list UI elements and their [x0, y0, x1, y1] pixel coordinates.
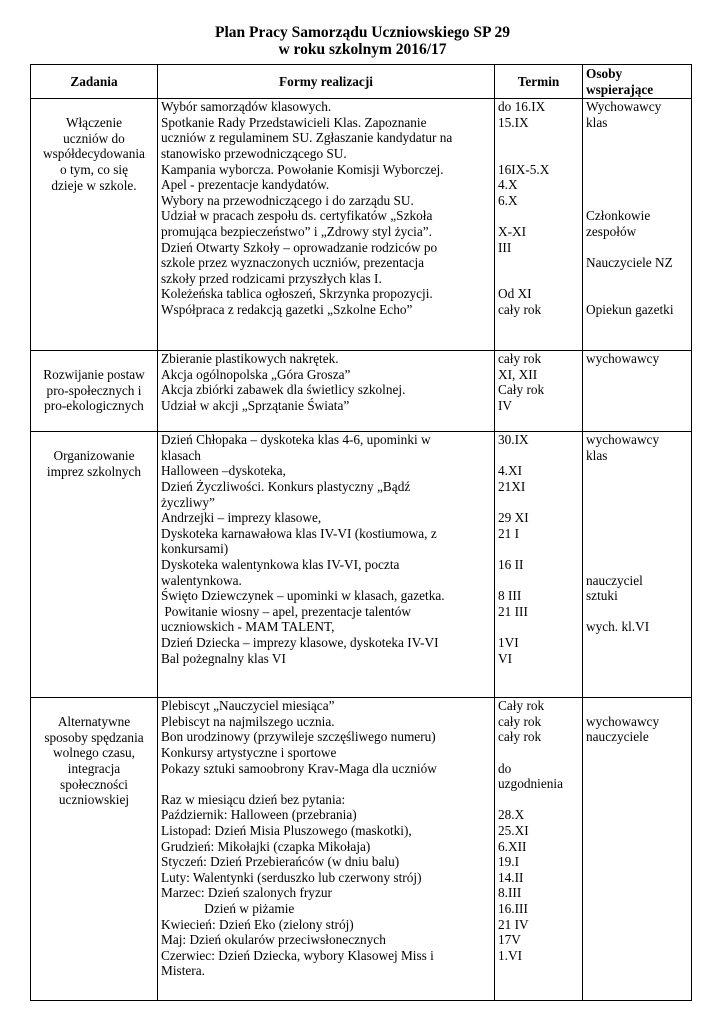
termin-line [498, 208, 579, 224]
osoby-line: wych. kl.VI [586, 619, 650, 635]
termin-line: 19.I [498, 854, 520, 870]
termin-line: do 16.IX [498, 99, 546, 115]
zadania-line: pro-społecznych i [46, 382, 142, 398]
formy-line: Święto Dziewczynek – upominki w klasach, gazetka. [161, 588, 445, 604]
formy-line: Andrzejki – imprezy klasowe, [161, 510, 322, 526]
osoby-line [586, 479, 688, 495]
header-termin: Termin [495, 65, 583, 99]
osoby-line: Nauczyciele NZ [586, 255, 673, 271]
termin-line: 17V [498, 932, 521, 948]
cell-zadania [31, 351, 158, 432]
cell-zadania [31, 99, 158, 351]
termin-line [498, 146, 579, 162]
termin-line: X-XI [498, 223, 527, 239]
termin-line: 14.II [498, 869, 524, 885]
termin-line [498, 255, 579, 271]
osoby-line [586, 162, 688, 178]
formy-line: Luty: Walentynki (serduszko lub czerwony strój) [161, 869, 422, 885]
termin-line [498, 271, 579, 287]
termin-line: 4.X [498, 177, 518, 193]
termin-line: Od XI [498, 286, 532, 302]
zadania-line: integracja [67, 760, 121, 776]
osoby-line [586, 510, 688, 526]
zadania-line: Rozwijanie postaw [43, 367, 145, 383]
osoby-line [586, 271, 688, 287]
formy-line: Plebiscyt na najmilszego ucznia. [161, 713, 335, 729]
formy-line: życzliwy” [161, 494, 215, 510]
zadania-line: uczniowskiej [58, 792, 130, 808]
formy-line: Zbieranie plastikowych nakrętek. [161, 351, 339, 367]
termin-line: cały rok [498, 713, 542, 729]
formy-line: Raz w miesiącu dzień bez pytania: [161, 791, 346, 807]
header-row [31, 65, 692, 99]
formy-line: Dzień w piżamie [161, 900, 295, 916]
termin-line [498, 448, 579, 464]
formy-line: Udział w pracach zespołu ds. certyfikatów „Szkoła [161, 208, 433, 224]
zadania-line: społeczności [60, 776, 128, 792]
termin-line [498, 495, 579, 511]
termin-line: 25.XI [498, 822, 529, 838]
osoby-line [586, 541, 688, 557]
osoby-line [586, 146, 688, 162]
zadania-line: wolnego czasu, [53, 745, 135, 761]
termin-line: cały rok [498, 729, 542, 745]
osoby-line [586, 526, 688, 542]
cell-termin [495, 698, 583, 1001]
formy-line: Udział w akcji „Sprzątanie Świata” [161, 397, 350, 413]
formy-line: walentynkowa. [161, 572, 242, 588]
termin-line: 28.X [498, 807, 525, 823]
osoby-line [586, 177, 688, 193]
termin-line: 8 III [498, 588, 522, 604]
zadania-line: imprez szkolnych [46, 463, 142, 479]
termin-line: cały rok [498, 351, 542, 367]
cell-osoby [583, 432, 692, 698]
formy-line: Akcja zbiórki zabawek dla świetlicy szkolnej. [161, 382, 406, 398]
termin-line: III [498, 239, 512, 255]
cell-formy [158, 99, 495, 351]
zadania-line: o tym, co się [60, 161, 128, 177]
formy-line: szkoły przed rodzicami przyszłych klas I. [161, 270, 382, 286]
zadania-line: dzieje w szkole. [51, 177, 137, 193]
osoby-line: klas [586, 114, 608, 130]
osoby-line [586, 698, 688, 714]
termin-line: XI, XII [498, 366, 538, 382]
formy-line: Powitanie wiosny – apel, prezentacje talentów [161, 603, 411, 619]
cell-zadania [31, 698, 158, 1001]
title-line-1: Plan Pracy Samorządu Uczniowskiego SP 29 [215, 24, 510, 41]
termin-line: 21XI [498, 478, 526, 494]
header-osoby-line-2: wspierające [586, 81, 654, 97]
osoby-line: wychowawcy [586, 351, 660, 367]
formy-line: Maj: Dzień okularów przeciwsłonecznych [161, 932, 386, 948]
formy-line: Grudzień: Mikołajki (czapka Mikołaja) [161, 838, 371, 854]
termin-line: 21 IV [498, 916, 529, 932]
termin-line: 16IX-5.X [498, 161, 550, 177]
zadania-line: Alternatywne [57, 714, 131, 730]
osoby-line: nauczyciele [586, 729, 649, 745]
formy-line: uczniów z regulaminem SU. Zgłaszanie kandydatur na [161, 130, 453, 146]
termin-line: IV [498, 397, 513, 413]
formy-line: Apel - prezentacje kandydatów. [161, 177, 330, 193]
termin-line: cały rok [498, 301, 542, 317]
osoby-line [586, 463, 688, 479]
cell-formy [158, 351, 495, 432]
termin-line [498, 619, 579, 635]
formy-line: Październik: Halloween (przebrania) [161, 807, 357, 823]
cell-formy [158, 698, 495, 1001]
osoby-line [586, 240, 688, 256]
termin-line [498, 573, 579, 589]
osoby-line: klas [586, 447, 608, 463]
formy-line: Akcja ogólnopolska „Góra Grosza” [161, 366, 351, 382]
formy-line: Plebiscyt „Nauczyciel miesiąca” [161, 698, 335, 714]
termin-line: 21 I [498, 525, 520, 541]
osoby-line: wychowawcy [586, 713, 660, 729]
formy-line [161, 776, 491, 792]
cell-termin [495, 99, 583, 351]
header-zadania: Zadania [31, 65, 158, 99]
termin-line [498, 130, 579, 146]
termin-line: VI [498, 650, 513, 666]
osoby-line [586, 604, 688, 620]
formy-line: Spotkanie Rady Przedstawicieli Klas. Zapoznanie [161, 114, 427, 130]
cell-osoby [583, 351, 692, 432]
termin-line: 6.X [498, 192, 518, 208]
termin-line: Cały rok [498, 382, 545, 398]
formy-line: szkole przez wyznaczonych uczniów, prezentacja [161, 255, 425, 271]
formy-line: konkursami) [161, 541, 229, 557]
termin-line: 15.IX [498, 114, 529, 130]
formy-line: Wybór samorządów klasowych. [161, 99, 332, 115]
formy-line: Dyskoteka karnawałowa klas IV-VI (kostiumowa, z [161, 525, 437, 541]
termin-line: uzgodnienia [498, 776, 563, 792]
formy-line: Dyskoteka walentynkowa klas IV-VI, poczta [161, 556, 400, 572]
zadania-line: sposoby spędzania [44, 729, 144, 745]
termin-line: 8.III [498, 885, 522, 901]
formy-line: Dzień Chłopaka – dyskoteka klas 4-6, upominki w [161, 432, 431, 448]
document-title [0, 24, 725, 58]
formy-line: Bon urodzinowy (przywileje szczęśliwego numeru) [161, 729, 436, 745]
termin-line: Cały rok [498, 698, 545, 714]
formy-line: Mistera. [161, 963, 205, 979]
cell-osoby [583, 99, 692, 351]
osoby-line [586, 557, 688, 573]
formy-line: Kampania wyborcza. Powołanie Komisji Wyborczej. [161, 161, 444, 177]
cell-zadania [31, 432, 158, 698]
zadania-line: Organizowanie [53, 448, 135, 464]
osoby-line [586, 286, 688, 302]
osoby-line: Wychowawcy [586, 99, 662, 115]
osoby-line [586, 193, 688, 209]
osoby-line: nauczyciel [586, 572, 643, 588]
formy-line: Styczeń: Dzień Przebierańców (w dniu balu) [161, 854, 400, 870]
osoby-line: zespołów [586, 223, 637, 239]
formy-line: Marzec: Dzień szalonych fryzur [161, 885, 332, 901]
termin-line: 1.VI [498, 947, 523, 963]
table-body [31, 99, 692, 1001]
zadania-line: uczniów do [63, 130, 125, 146]
formy-line: Koleżeńska tablica ogłoszeń, Skrzynka propozycji. [161, 286, 433, 302]
termin-line: 1VI [498, 634, 519, 650]
termin-line: 16 II [498, 556, 524, 572]
formy-line: Listopad: Dzień Misia Pluszowego (maskotki), [161, 822, 412, 838]
termin-line: 16.III [498, 900, 528, 916]
formy-line: uczniowskich - MAM TALENT, [161, 619, 335, 635]
table-row [31, 698, 692, 1001]
formy-line: Dzień Życzliwości. Konkurs plastyczny „Bądź [161, 478, 411, 494]
termin-line: do [498, 760, 512, 776]
header-osoby [583, 65, 692, 99]
table-row [31, 99, 692, 351]
termin-line [498, 745, 579, 761]
termin-line: 29 XI [498, 510, 529, 526]
formy-line: Współpraca z redakcją gazetki „Szkolne Echo” [161, 301, 413, 317]
formy-line: Dzień Dziecka – imprezy klasowe, dyskoteka IV-VI [161, 634, 439, 650]
termin-line: 4.XI [498, 463, 523, 479]
formy-line: Dzień Otwarty Szkoły – oprowadzanie rodziców po [161, 239, 438, 255]
osoby-line: Opiekun gazetki [586, 301, 674, 317]
formy-line: Czerwiec: Dzień Dziecka, wybory Klasowej Miss i [161, 947, 434, 963]
termin-line: 21 III [498, 603, 528, 619]
termin-line: 6.XII [498, 838, 527, 854]
formy-line: promująca bezpieczeństwo” i „Zdrowy styl życia”. [161, 223, 432, 239]
formy-line: Halloween –dyskoteka, [161, 463, 286, 479]
title-line-2: w roku szkolnym 2016/17 [278, 41, 447, 58]
cell-formy [158, 432, 495, 698]
formy-line: Pokazy sztuki samoobrony Krav-Maga dla uczniów [161, 760, 437, 776]
osoby-line: Członkowie [586, 208, 651, 224]
zadania-line: Włączenie [65, 115, 123, 131]
cell-termin [495, 351, 583, 432]
formy-line: stanowisko przewodniczącego SU. [161, 145, 347, 161]
formy-line: klasach [161, 447, 201, 463]
zadania-line: pro-ekologicznych [44, 398, 144, 414]
termin-line: 30.IX [498, 432, 529, 448]
formy-line: Wybory na przewodniczącego i do zarządu SU. [161, 192, 414, 208]
formy-line: Konkursy artystyczne i sportowe [161, 744, 337, 760]
cell-termin [495, 432, 583, 698]
osoby-line [586, 130, 688, 146]
header-osoby-line-1: Osoby [586, 66, 623, 81]
header-formy: Formy realizacji [158, 65, 495, 99]
formy-line: Kwiecień: Dzień Eko (zielony strój) [161, 916, 354, 932]
zadania-line: współdecydowania [43, 146, 145, 162]
osoby-line: sztuki [586, 588, 618, 604]
plan-table [30, 64, 692, 1001]
osoby-line: wychowawcy [586, 432, 660, 448]
formy-line: Bal pożegnalny klas VI [161, 650, 286, 666]
table-row [31, 351, 692, 432]
termin-line [498, 792, 579, 808]
cell-osoby [583, 698, 692, 1001]
termin-line [498, 541, 579, 557]
osoby-line [586, 495, 688, 511]
table-row [31, 432, 692, 698]
